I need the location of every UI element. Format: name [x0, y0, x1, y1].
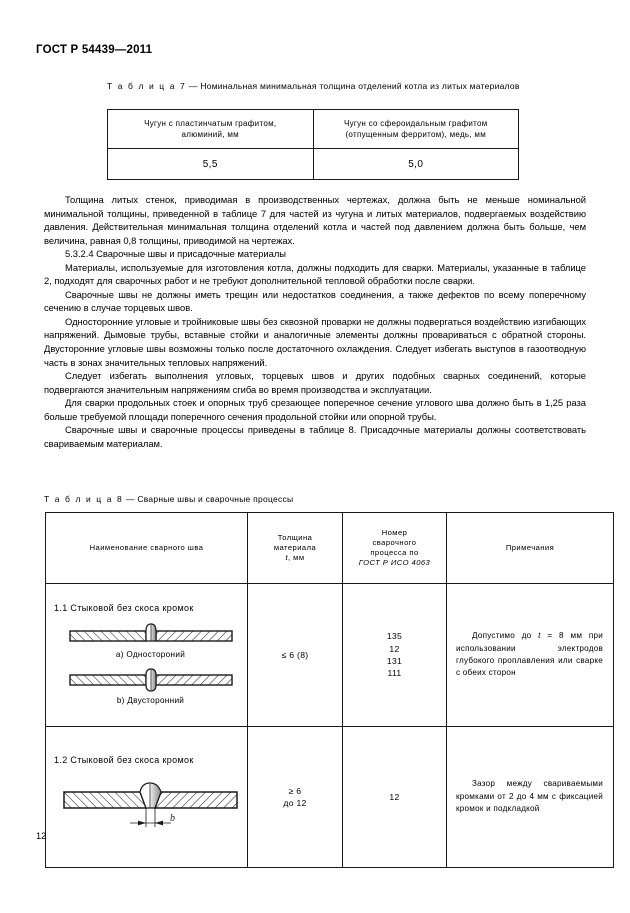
table7-header-2-line1: Чугун со сфероидальным графитом	[343, 119, 488, 128]
table8-row1-thickness: ≤ 6 (8)	[248, 584, 343, 727]
table8-header-process-line1: Номер	[381, 528, 408, 537]
table8-header-name: Наименование сварного шва	[46, 513, 248, 584]
table7-caption-text: Номинальная минимальная толщина отделений котла из литых материалов	[200, 81, 520, 91]
body-paragraph-5: Односторонние угловые и тройниковые швы без сквозной проварки не должны подвергаться воздействию изгибающих напряжений. Дымовые трубы, вставные стойки и аналогичные элементы должны провариваться с обратной стороны. Двусторонние угловые швы возможны только после достаточного охлаждения. Следует избегать выступов в газоотводную часть в зонах значительных тепловых напряжений.	[44, 315, 586, 368]
body-text	[44, 193, 586, 450]
table8-caption-label: Т а б л и ц а 8	[44, 494, 124, 504]
page-number: 12	[36, 831, 47, 841]
table7-caption-dash: —	[186, 81, 201, 91]
table-row	[46, 727, 614, 868]
body-paragraph-8: Сварочные швы и сварочные процессы приведены в таблице 8. Присадочные материалы должны соответствовать свариваемым материалам.	[44, 424, 586, 449]
table8-caption	[44, 494, 293, 504]
table8-header-process-line2: сварочного	[372, 538, 417, 547]
table7-caption-label: Т а б л и ц а 7	[107, 81, 187, 91]
table7-header-cell-2	[313, 110, 519, 149]
body-paragraph-4: Сварочные швы не должны иметь трещин или недостатков соединения, а также дефектов по всему поперечному сечению в случае торцевых швов.	[44, 288, 586, 314]
table7-value-cell-2: 5,0	[313, 149, 519, 180]
table8-caption-dash: —	[123, 494, 138, 504]
table7-header-row	[108, 110, 519, 149]
table8-row1-process-line4: 111	[387, 668, 402, 679]
body-paragraph-3: Материалы, используемые для изготовления котла, должны подходить для сварки. Материалы, указанные в таблице 2, подходят для сварочных работ и не требуют дополнительной тепловой обработки после сварки.	[44, 261, 586, 287]
table-row	[46, 584, 614, 727]
table8-row2-thickness-line2: до 12	[283, 798, 307, 808]
table8	[45, 512, 614, 868]
body-paragraph-6: Следует избегать выполнения угловых, торцевых швов и других подобных сварных соединений, которые подвергаются значительным напряжениям сгиба во время производства и эксплуатации.	[44, 370, 586, 395]
table7	[107, 109, 519, 180]
table8-header-process	[343, 513, 447, 584]
table8-header-thickness-symbol: t	[285, 553, 289, 562]
table8-header-process-line3: процесса по	[370, 548, 419, 557]
table8-header-thickness-line2: материала	[273, 543, 317, 552]
table8-header-row	[46, 513, 614, 584]
body-paragraph-7: Для сварки продольных стоек и опорных труб срезающее поперечное сечение углового шва должно быть в 1,25 раза больше требуемой площади поперечного сечения продольной стойки или опорной трубы.	[44, 397, 586, 422]
table7-header-2-line2: (отпущенным ферритом), медь, мм	[345, 130, 487, 139]
table7-header-cell-1	[108, 110, 314, 149]
butt-weld-single-sided-icon	[66, 622, 236, 646]
table8-row2-thickness-line1: ≥ 6	[288, 785, 302, 796]
table8-header-thickness	[248, 513, 343, 584]
table8-row1-notes-part1: Допустимо до	[472, 631, 539, 641]
table8-row1-name-cell	[46, 584, 248, 727]
table8-row1-notes-part2: = 8 мм при использовании электродов глубокого проплавления или сварке с обеих сторон	[456, 631, 603, 678]
table8-row1-name: 1.1 Стыковой без скоса кромок	[54, 603, 194, 613]
butt-weld-double-sided-icon	[66, 666, 236, 692]
table8-row1-notes	[447, 584, 614, 727]
table7-header-1-line2: алюминий, мм	[181, 130, 239, 139]
table8-row2-notes: Зазор между свариваемыми кромками от 2 до 4 мм с фиксацией кромок и подкладкой	[447, 727, 614, 868]
table8-row2-name-cell	[46, 727, 248, 868]
table7-header-1-line1: Чугун с пластинчатым графитом,	[144, 119, 277, 128]
table8-header-thickness-unit: , мм	[288, 553, 305, 562]
weld-figure-single-sided-caption: а) Одностороний	[115, 650, 186, 659]
table8-row2-name: 1.2 Стыковой без скоса кромок	[54, 754, 194, 765]
table7-value-cell-1: 5,5	[108, 149, 314, 180]
table8-row1-process-line2: 12	[389, 643, 400, 654]
table7-value-row	[108, 149, 519, 180]
table8-header-thickness-line1: Толщина	[277, 533, 313, 542]
table8-header-process-reference: ГОСТ Р ИСО 4063	[358, 558, 431, 567]
butt-weld-with-gap-icon	[58, 778, 243, 836]
table8-row1-process	[343, 584, 447, 727]
table8-row1-notes-symbol: t	[538, 631, 541, 641]
body-paragraph-2: 5.3.2.4 Сварочные швы и присадочные материалы	[65, 248, 287, 260]
weld-figure-double-sided	[54, 666, 247, 705]
table8-row2-process: 12	[343, 727, 447, 868]
weld-figure-gap	[54, 778, 247, 838]
weld-figure-single-sided	[54, 622, 247, 659]
table7-caption	[107, 80, 537, 93]
table8-row1-process-line3: 131	[386, 656, 403, 666]
table8-row2-thickness	[248, 727, 343, 868]
table8-header-notes: Примечания	[447, 513, 614, 584]
weld-figure-double-sided-caption: b) Двусторонний	[116, 696, 185, 705]
standard-header: ГОСТ Р 54439—2011	[36, 44, 153, 56]
body-paragraph-1: Толщина литых стенок, приводимая в производственных чертежах, должна быть не меньше номинальной минимальной толщины, приведенной в таблице 7 для частей из чугуна и литых материалов, подвергаемых воздействию давления. Действительная минимальная толщина отделений котла и частей под давлением должна быть больше, чем величина, равная 0,8 толщины, приводимой на чертежах.	[44, 194, 586, 246]
table8-row1-process-line1: 135	[386, 631, 403, 642]
table8-caption-text: Сварные швы и сварочные процессы	[137, 494, 294, 504]
gap-dimension-label: b	[170, 812, 176, 824]
